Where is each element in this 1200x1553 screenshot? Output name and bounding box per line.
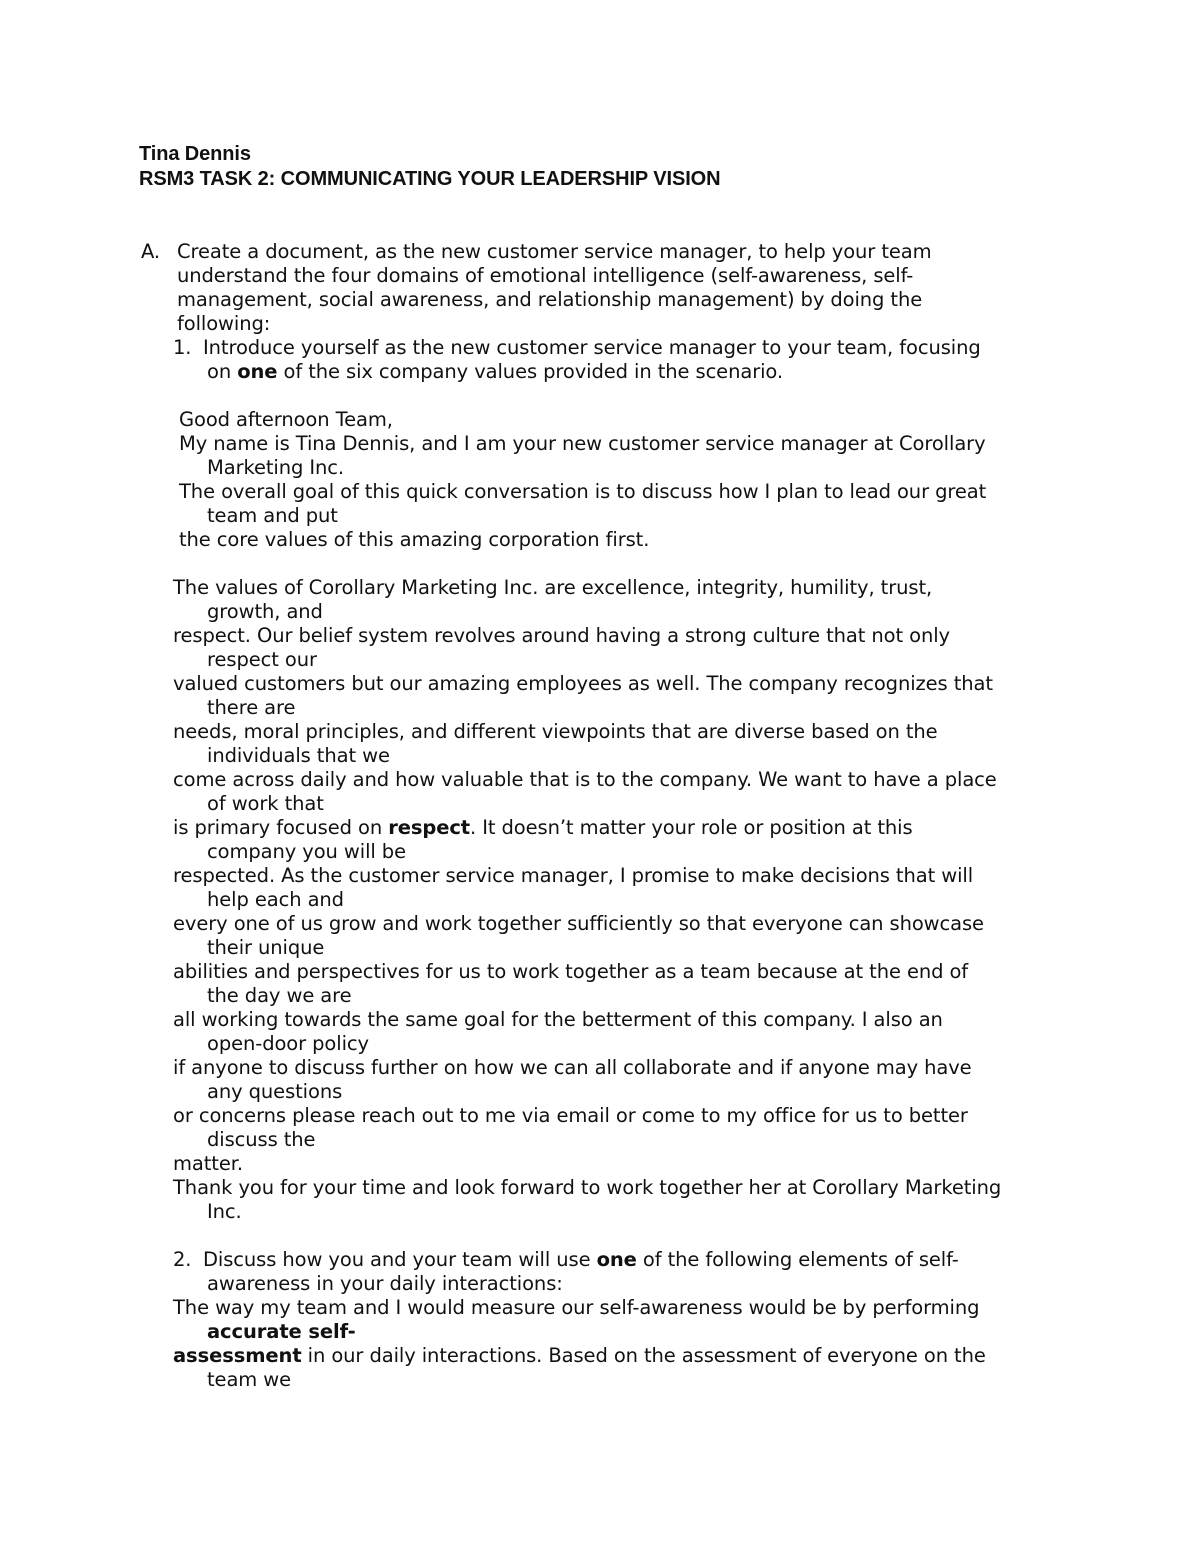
- values-line: any questions: [207, 1080, 343, 1103]
- values-line: respected. As the customer service manager, I promise to make decisions that will: [173, 864, 974, 887]
- section-a-line: Create a document, as the new customer service manager, to help your team: [177, 240, 932, 263]
- intro-line: the core values of this amazing corporation first.: [179, 528, 650, 551]
- values-line: is primary focused on respect. It doesn’t matter your role or position at this: [173, 816, 913, 839]
- values-line: abilities and perspectives for us to work together as a team because at the end of: [173, 960, 969, 983]
- values-line: respect. Our belief system revolves around having a strong culture that not only: [173, 624, 950, 647]
- item-1-marker: 1.: [173, 336, 192, 359]
- author-name: Tina Dennis: [139, 143, 251, 165]
- values-line: respect our: [207, 648, 317, 671]
- item-2-line: team we: [207, 1368, 292, 1391]
- values-line: come across daily and how valuable that is to the company. We want to have a place: [173, 768, 997, 791]
- item-1-line: on one of the six company values provided in the scenario.: [207, 360, 784, 383]
- item-2-marker: 2.: [173, 1248, 192, 1271]
- emphasis-respect: respect: [388, 816, 471, 839]
- values-line: the day we are: [207, 984, 352, 1007]
- values-line: if anyone to discuss further on how we can all collaborate and if anyone may have: [173, 1056, 972, 1079]
- emphasis-assessment: assessment: [173, 1344, 302, 1367]
- emphasis-accurate-self: accurate self-: [207, 1320, 356, 1343]
- section-a-line: following:: [177, 312, 271, 335]
- intro-line: Marketing Inc.: [207, 456, 345, 479]
- values-line: valued customers but our amazing employees as well. The company recognizes that: [173, 672, 993, 695]
- intro-line: team and put: [207, 504, 338, 527]
- values-line: individuals that we: [207, 744, 390, 767]
- item-2-line: assessment in our daily interactions. Based on the assessment of everyone on the: [173, 1344, 986, 1367]
- values-line: Inc.: [207, 1200, 242, 1223]
- item-2-line: Discuss how you and your team will use one of the following elements of self-: [203, 1248, 959, 1271]
- emphasis-one: one: [596, 1248, 637, 1271]
- values-line: Thank you for your time and look forward to work together her at Corollary Marketing: [173, 1176, 1002, 1199]
- values-line: The values of Corollary Marketing Inc. are excellence, integrity, humility, trust,: [173, 576, 933, 599]
- values-line: their unique: [207, 936, 325, 959]
- values-line: company you will be: [207, 840, 406, 863]
- values-line: all working towards the same goal for the betterment of this company. I also an: [173, 1008, 943, 1031]
- values-line: needs, moral principles, and different viewpoints that are diverse based on the: [173, 720, 938, 743]
- values-line: open-door policy: [207, 1032, 369, 1055]
- section-a-line: understand the four domains of emotional intelligence (self-awareness, self-: [177, 264, 914, 287]
- section-a-line: management, social awareness, and relationship management) by doing the: [177, 288, 923, 311]
- values-line: discuss the: [207, 1128, 316, 1151]
- values-line: or concerns please reach out to me via email or come to my office for us to better: [173, 1104, 968, 1127]
- values-line: every one of us grow and work together sufficiently so that everyone can showcase: [173, 912, 984, 935]
- greeting: Good afternoon Team,: [179, 408, 393, 431]
- emphasis-one: one: [237, 360, 278, 383]
- section-a-marker: A.: [141, 240, 160, 263]
- item-1-line: Introduce yourself as the new customer service manager to your team, focusing: [203, 336, 981, 359]
- item-2-line: The way my team and I would measure our self-awareness would be by performing: [173, 1296, 980, 1319]
- values-line: help each and: [207, 888, 344, 911]
- intro-line: My name is Tina Dennis, and I am your new customer service manager at Corollary: [179, 432, 986, 455]
- document-title: RSM3 TASK 2: COMMUNICATING YOUR LEADERSHIP VISION: [139, 168, 721, 190]
- values-line: growth, and: [207, 600, 323, 623]
- values-line: of work that: [207, 792, 324, 815]
- values-line: matter.: [173, 1152, 243, 1175]
- values-line: there are: [207, 696, 296, 719]
- intro-line: The overall goal of this quick conversation is to discuss how I plan to lead our great: [179, 480, 987, 503]
- item-2-line: awareness in your daily interactions:: [207, 1272, 563, 1295]
